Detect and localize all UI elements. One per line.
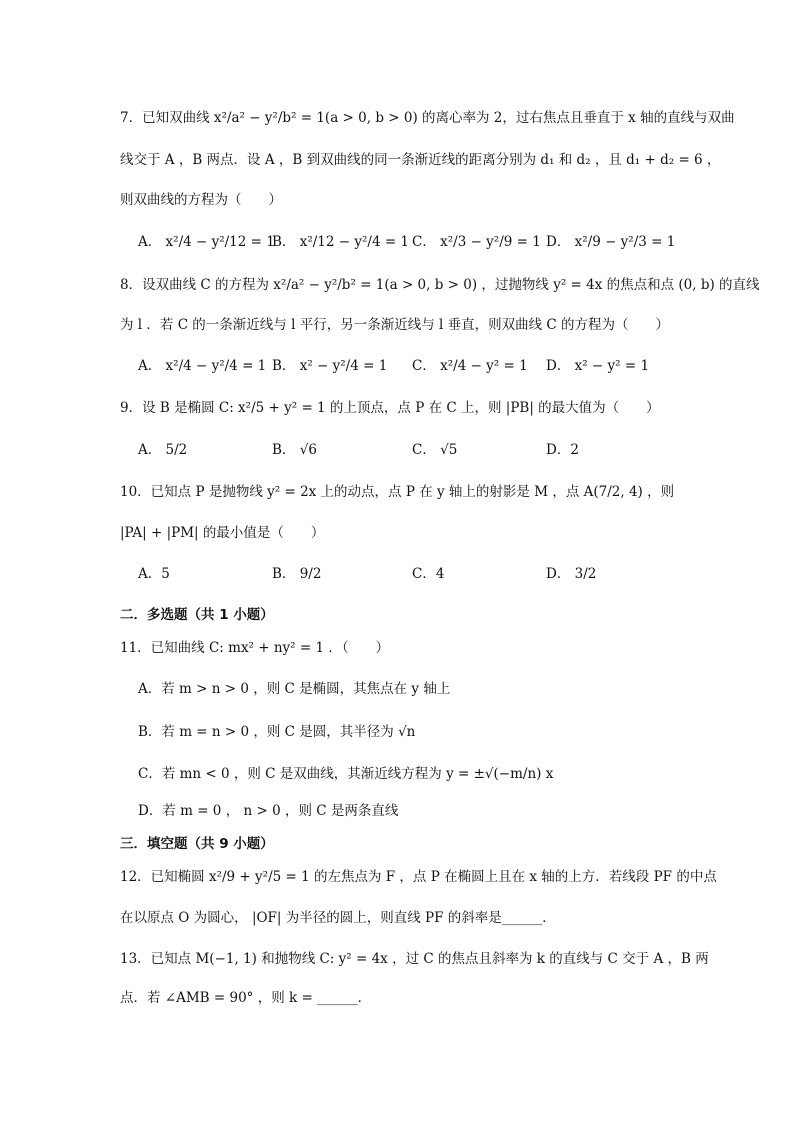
q7-line1: 7．已知双曲线 x²/a² − y²/b² = 1(a > 0, b > 0) 的离心率为 2，过右焦点且垂直于 x 轴的直线与双曲: [120, 110, 735, 126]
section-heading-multiple-choice: 二．多选题（共 1 小题）: [120, 607, 274, 623]
q13-line1: 13．已知点 M(−1, 1) 和抛物线 C: y² = 4x ，过 C 的焦点且斜率为 k 的直线与 C 交于 A ，B 两: [120, 951, 709, 967]
q8-option-c: C． x²/4 − y² = 1: [412, 358, 528, 374]
q8-line1: 8．设双曲线 C 的方程为 x²/a² − y²/b² = 1(a > 0, b > 0) ，过抛物线 y² = 4x 的焦点和点 (0, b) 的直线: [120, 277, 760, 293]
q10-line2: |PA| + |PM| 的最小值是（ ）: [120, 525, 325, 541]
q10-option-b: B． 9/2: [272, 566, 322, 582]
q9-line1: 9．设 B 是椭圆 C: x²/5 + y² = 1 的上顶点，点 P 在 C 上，则 |PB| 的最大值为（ ）: [120, 400, 660, 416]
section-heading-fill-in: 三．填空题（共 9 小题）: [120, 836, 274, 852]
q13-line2: 点．若 ∠AMB = 90° ，则 k = ______．: [120, 990, 372, 1006]
q9-option-a: A． 5/2: [138, 442, 188, 458]
q10-option-c: C．4: [412, 566, 445, 582]
q10-option-a: A．5: [138, 566, 170, 582]
q11-option-b: B．若 m = n > 0 ，则 C 是圆，其半径为 √n: [138, 724, 416, 740]
q8-option-b: B． x² − y²/4 = 1: [272, 358, 388, 374]
q11-option-d: D．若 m = 0 ， n > 0 ，则 C 是两条直线: [138, 803, 399, 819]
q12-line1: 12．已知椭圆 x²/9 + y²/5 = 1 的左焦点为 F ，点 P 在椭圆上且在 x 轴的上方．若线段 PF 的中点: [120, 869, 717, 885]
q9-option-d: D．2: [546, 442, 579, 458]
q11-option-a: A．若 m > n > 0 ，则 C 是椭圆，其焦点在 y 轴上: [138, 681, 451, 697]
q12-line2: 在以原点 O 为圆心， |OF| 为半径的圆上，则直线 PF 的斜率是______．: [120, 910, 556, 926]
q7-option-d: D． x²/9 − y²/3 = 1: [546, 234, 676, 250]
q8-option-d: D． x² − y² = 1: [546, 358, 650, 374]
q9-option-c: C． √5: [412, 442, 458, 458]
q10-option-d: D． 3/2: [546, 566, 597, 582]
q7-option-b: B． x²/12 − y²/4 = 1: [272, 234, 410, 250]
q7-line2: 线交于 A ，B 两点．设 A ，B 到双曲线的同一条渐近线的距离分别为 d₁ 和 d₂ ，且 d₁ + d₂ = 6 ，: [120, 152, 721, 168]
q11-option-c: C．若 mn < 0 ，则 C 是双曲线，其渐近线方程为 y = ±√(−m/n) x: [138, 766, 554, 782]
q11-line1: 11．已知曲线 C: mx² + ny² = 1 ．（ ）: [120, 640, 390, 656]
q7-option-a: A． x²/4 − y²/12 = 1: [138, 234, 275, 250]
q7-option-c: C． x²/3 − y²/9 = 1: [412, 234, 541, 250]
q10-line1: 10．已知点 P 是抛物线 y² = 2x 上的动点，点 P 在 y 轴上的射影是 M ，点 A(7/2, 4) ，则: [120, 484, 675, 500]
q9-option-b: B． √6: [272, 442, 317, 458]
q8-option-a: A． x²/4 − y²/4 = 1: [138, 358, 267, 374]
q8-line2: 为 l ．若 C 的一条渐近线与 l 平行，另一条渐近线与 l 垂直，则双曲线 C 的方程为（ ）: [120, 317, 670, 333]
q7-line3: 则双曲线的方程为（ ）: [120, 192, 282, 208]
